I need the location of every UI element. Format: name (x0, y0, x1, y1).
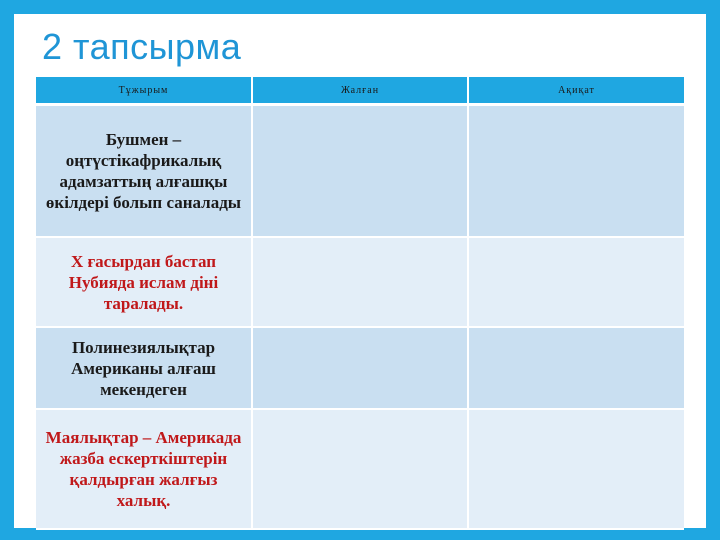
header-false: Жалған (252, 77, 468, 105)
false-answer-cell[interactable] (252, 409, 468, 529)
table-row (36, 409, 684, 529)
table-row (36, 105, 684, 238)
false-answer-cell[interactable] (252, 105, 468, 238)
table-row (36, 237, 684, 327)
slide-frame-right (706, 0, 720, 540)
statement-cell: Х ғасырдан бастап Нубияда ислам діні таралады. (36, 237, 252, 327)
slide-title: 2 тапсырма (42, 26, 242, 67)
true-false-table (36, 77, 684, 530)
slide-frame-left (0, 0, 14, 540)
statement-cell: Маялықтар – Америкада жазба ескерткіштерін қалдырған жалғыз халық. (36, 409, 252, 529)
true-answer-cell[interactable] (468, 105, 684, 238)
statement-cell: Бушмен – оңтүстікафрикалық адамзаттың алғашқы өкілдері болып саналады (36, 105, 252, 238)
header-statement: Тұжырым (36, 77, 252, 105)
slide-frame-top (0, 0, 720, 14)
statement-cell: Полинезиялықтар Американы алғаш мекендеген (36, 327, 252, 409)
header-true: Ақиқат (468, 77, 684, 105)
table-header-row (36, 77, 684, 105)
true-answer-cell[interactable] (468, 327, 684, 409)
true-answer-cell[interactable] (468, 237, 684, 327)
false-answer-cell[interactable] (252, 327, 468, 409)
true-answer-cell[interactable] (468, 409, 684, 529)
false-answer-cell[interactable] (252, 237, 468, 327)
table-row (36, 327, 684, 409)
